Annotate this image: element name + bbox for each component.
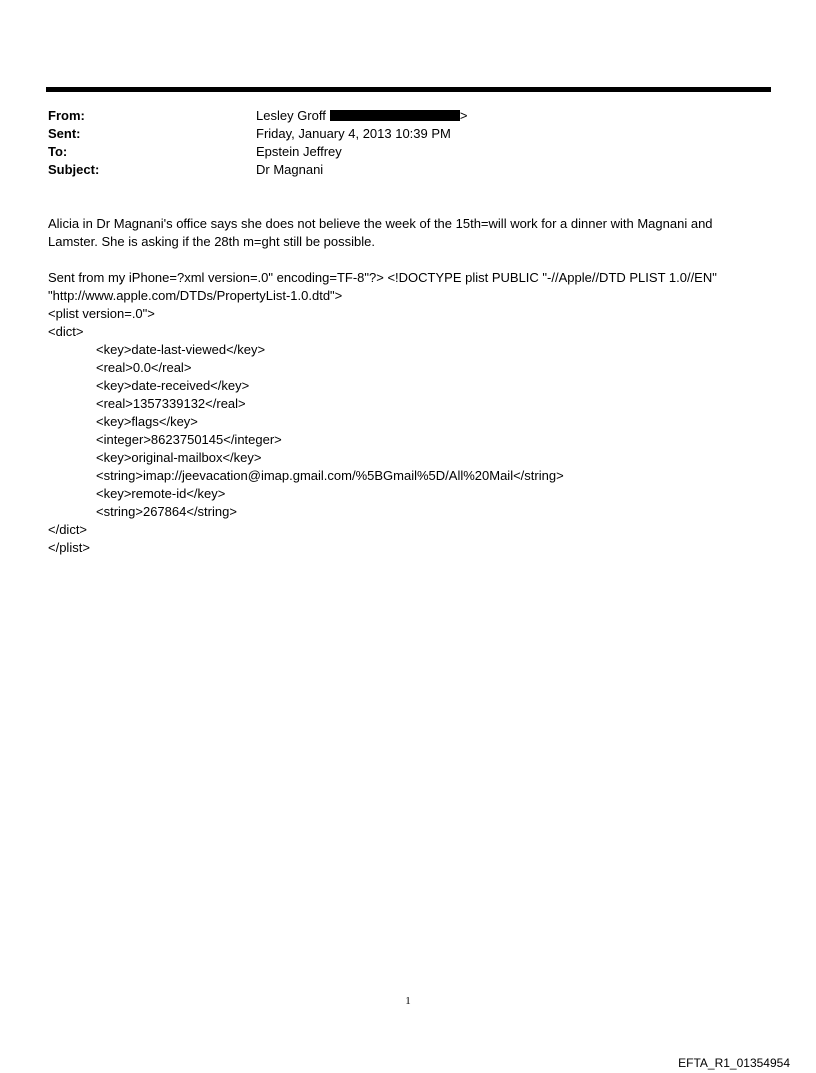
dict-entry: <integer>8623750145</integer> [96,432,282,447]
from-label: From: [48,108,85,123]
dict-entry: <key>original-mailbox</key> [96,450,262,465]
dict-entry: <key>flags</key> [96,414,198,429]
signature-line: Sent from my iPhone=?xml version=.0" encoding=TF-8"?> <!DOCTYPE plist PUBLIC "-//Apple//DTD PLIST 1.0//EN" [48,270,717,285]
dict-close-tag: </dict> [48,522,88,537]
spacer [48,251,768,269]
bates-number: EFTA_R1_01354954 [678,1056,790,1070]
from-row [48,107,768,125]
email-header [48,107,768,179]
email-body [48,215,768,557]
dict-entry: <key>remote-id</key> [96,486,226,501]
subject-label: Subject: [48,162,100,177]
body-line: Alicia in Dr Magnani's office says she does not believe the week of the 15th=will work for a dinner with Magnani and [48,216,713,231]
dict-entry: <real>0.0</real> [96,360,192,375]
to-label: To: [48,144,68,159]
sent-label: Sent: [48,126,81,141]
dict-entry: <real>1357339132</real> [96,396,246,411]
redacted-email-block [330,110,460,121]
plist-open-tag: <plist version=.0"> [48,306,155,321]
sent-row [48,125,768,143]
to-row [48,143,768,161]
page-number: 1 [405,995,411,1007]
subject-value: Dr Magnani [256,162,324,177]
to-value: Epstein Jeffrey [256,144,342,159]
from-value [256,107,768,125]
dict-entry: <string>imap://jeevacation@imap.gmail.com/%5BGmail%5D/All%20Mail</string> [96,468,564,483]
signature-line: "http://www.apple.com/DTDs/PropertyList-1.0.dtd"> [48,288,343,303]
from-name: Lesley Groff [256,108,326,123]
from-tail: > [459,108,468,123]
plist-close-tag: </plist> [48,540,90,555]
sent-value: Friday, January 4, 2013 10:39 PM [256,126,451,141]
subject-row [48,161,768,179]
dict-entry: <string>267864</string> [96,504,237,519]
header-divider [46,87,771,92]
dict-entry: <key>date-received</key> [96,378,250,393]
dict-entry: <key>date-last-viewed</key> [96,342,266,357]
body-line: Lamster. She is asking if the 28th m=ght still be possible. [48,234,375,249]
dict-open-tag: <dict> [48,324,84,339]
